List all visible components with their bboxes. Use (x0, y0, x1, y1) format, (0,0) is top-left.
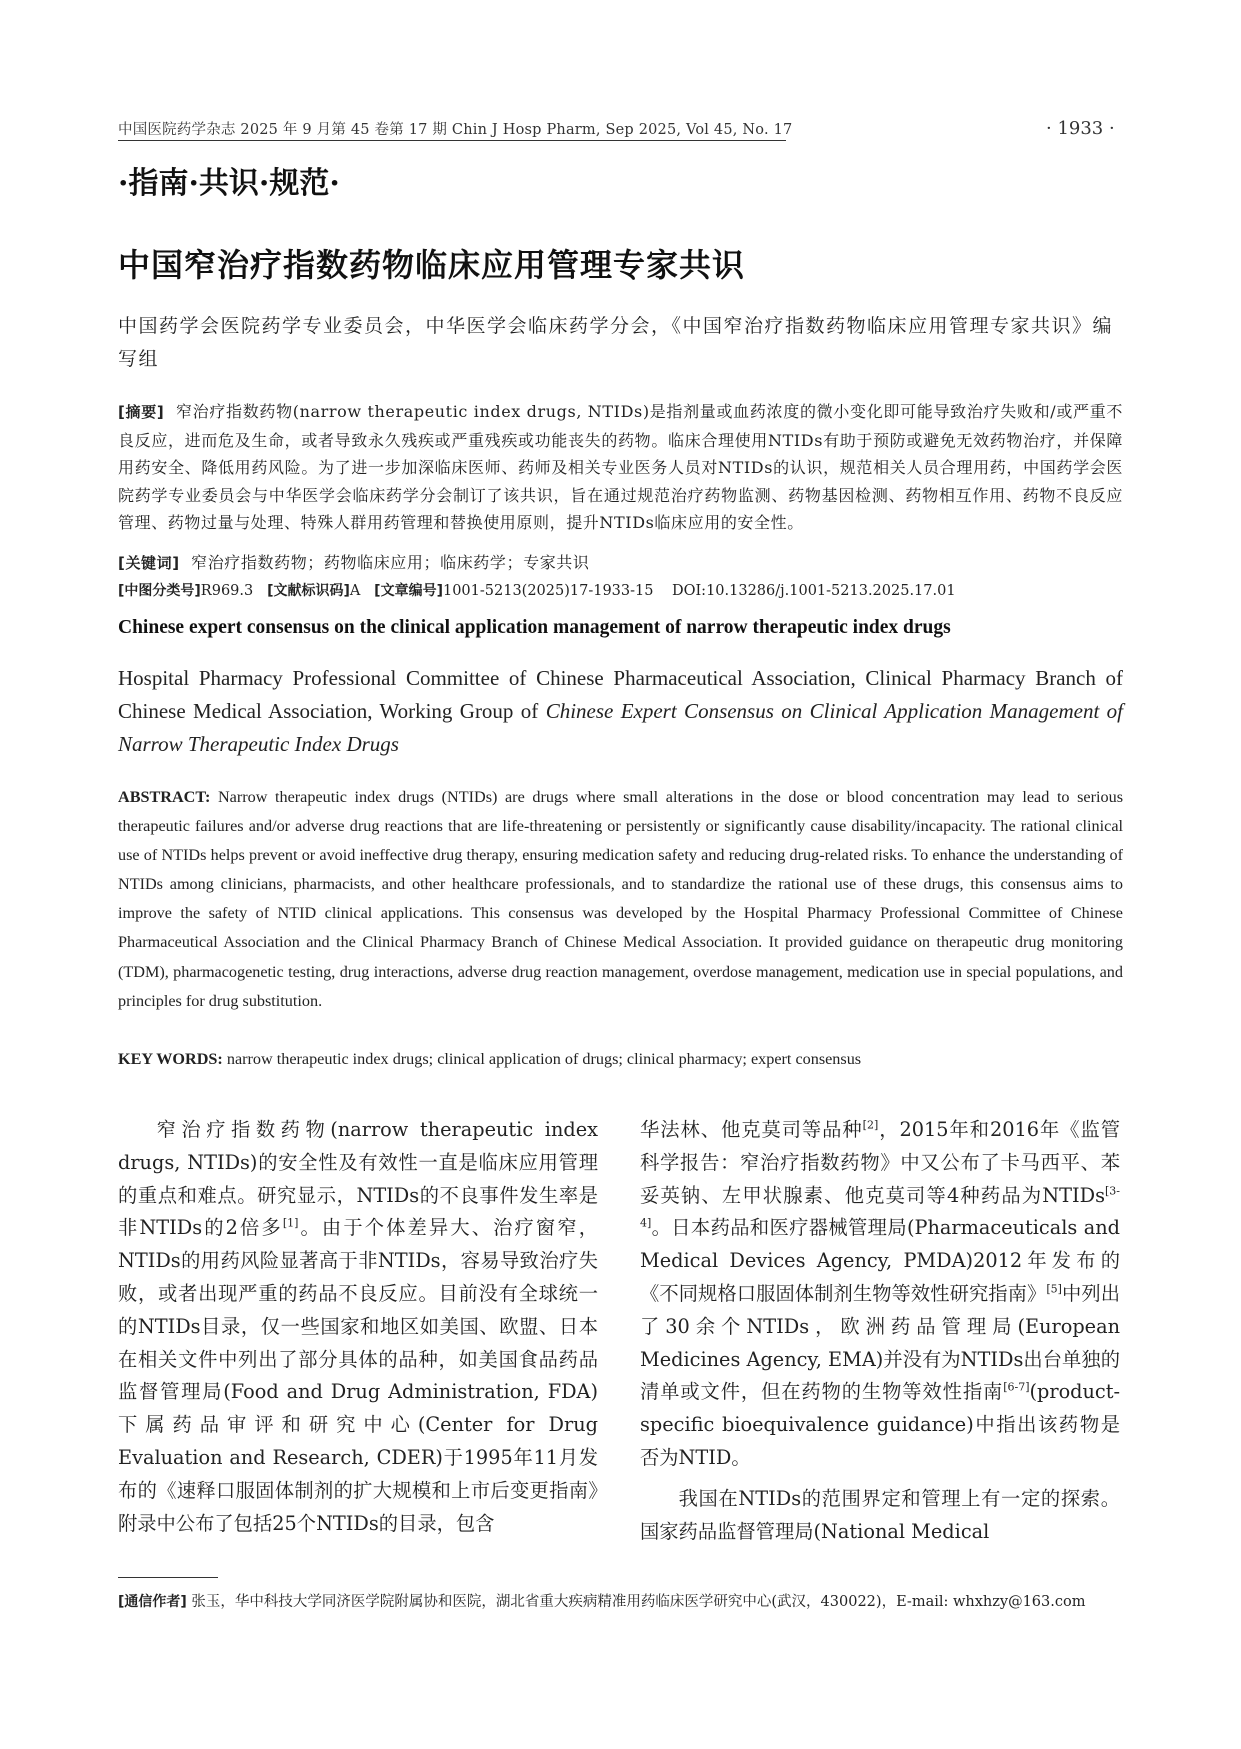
column-tag: ·指南·共识·规范· (118, 166, 340, 201)
doc-code-label: [文献标识码] (267, 583, 350, 599)
body-paragraph: 我国在NTIDs的范围界定和管理上有一定的探索。国家药品监督管理局(National Medical (640, 1486, 1120, 1543)
journal-header: 中国医院药学杂志 2025 年 9 月第 45 卷第 17 期 Chin J Hosp Pharm, Sep 2025, Vol 45, No. 17 (118, 122, 793, 138)
header-rule (118, 140, 786, 141)
page-number: · 1933 · (1046, 118, 1115, 139)
clc-label: [中图分类号] (118, 583, 201, 599)
citation-ref[interactable]: [6-7] (1003, 1380, 1030, 1394)
footnote-text: 张玉，华中科技大学同济医学院附属协和医院，湖北省重大疾病精准用药临床医学研究中心(武汉，430022)，E-mail: whxhzy@163.com (191, 1594, 1086, 1610)
authors-en (118, 662, 1123, 761)
citation-ref[interactable]: [2] (862, 1118, 879, 1132)
abstract-en-text: Narrow therapeutic index drugs (NTIDs) are drugs where small alterations in the dose or blood concentration may lead to serious therapeutic failures and/or adverse drug reactions that are life-threatening or persistently or significantly cause disability/incapacity. The rational clinical use of NTIDs helps prevent or avoid ineffective drug therapy, ensuring medication safety and reducing drug-related risks. To enhance the understanding of NTIDs among clinicians, pharmacists, and other healthcare professionals, and to standardize the rational use of these drugs, this consensus aims to improve the safety of NTID clinical applications. This consensus was developed by the Hospital Pharmacy Professional Committee of Chinese Pharmaceutical Association and the Clinical Pharmacy Branch of Chinese Medical Association. It provided guidance on therapeutic drug monitoring (TDM), pharmacogenetic testing, drug interactions, adverse drug reaction management, overdose management, medication use in special populations, and principles for drug substitution. (118, 788, 1123, 1010)
keywords-en-label: KEY WORDS: (118, 1050, 223, 1068)
keywords-en (118, 1050, 861, 1069)
article-number-label: [文章编号] (374, 583, 443, 599)
citation-ref[interactable]: [5] (1046, 1282, 1062, 1296)
abstract-cn (118, 398, 1123, 537)
clc-value: R969.3 (200, 583, 254, 599)
body-text: 。日本药品和医疗器械管理局(Pharmaceuticals and Medical Devices Agency, PMDA)2012年发布的《不同规格口服固体制剂生物等效性研究指南》 (640, 1216, 1120, 1305)
authors-cn: 中国药学会医院药学专业委员会，中华医学会临床药学分会，《中国窄治疗指数药物临床应用管理专家共识》编写组 (118, 315, 1114, 370)
abstract-en (118, 783, 1123, 1016)
authors-en-italic: Chinese Expert Consensus on Clinical Application Management of Narrow Therapeutic Index Drugs (118, 699, 1124, 756)
body-column-left (118, 1114, 598, 1540)
footnote-rule (118, 1577, 218, 1578)
article-number-value: 1001-5213(2025)17-1933-15 (442, 583, 654, 599)
body-text: 华法林、他克莫司等品种 (640, 1118, 863, 1141)
doi-link[interactable]: DOI:10.13286/j.1001-5213.2025.17.01 (671, 583, 956, 599)
authors-en-plain: Hospital Pharmacy Professional Committee of Chinese Pharmaceutical Association, Clinical Pharmacy Branch of Chinese Medical Association, Working Group of (118, 666, 1123, 723)
abstract-cn-text: 窄治疗指数药物(narrow therapeutic index drugs, NTIDs)是指剂量或血药浓度的微小变化即可能导致治疗失败和/或严重不良反应，进而危及生命，或者导致永久残疾或严重残疾或功能丧失的药物。临床合理使用NTIDs有助于预防或避免无效药物治疗，并保障用药安全、降低用药风险。为了进一步加深临床医师、药师及相关专业医务人员对NTIDs的认识，规范相关人员合理用药，中国药学会医院药学专业委员会与中华医学会临床药学分会制订了该共识，旨在通过规范治疗药物监测、药物基因检测、药物相互作用、药物不良反应管理、药物过量与处理、特殊人群用药管理和替换使用原则，提升NTIDs临床应用的安全性。 (118, 402, 1124, 533)
keywords-cn (118, 550, 1123, 573)
body-text: 。由于个体差异大、治疗窗窄，NTIDs的用药风险显著高于非NTIDs，容易导致治疗失败，或者出现严重的药品不良反应。目前没有全球统一的NTIDs目录，仅一些国家和地区如美国、欧盟、日本在相关文件中列出了部分具体的品种，如美国食品药品监督管理局(Food and Drug Administration, FDA)下属药品审评和研究中心(Center for Drug Evaluation and Research, CDER)于1995年11月发布的《速释口服固体制剂的扩大规模和上市后变更指南》附录中公布了包括25个NTIDs的目录，包含 (118, 1216, 599, 1535)
body-paragraph (640, 1114, 1120, 1475)
body-text: 窄治疗指数药物(narrow therapeutic index drugs, NTIDs)的安全性及有效性一直是临床应用管理的重点和难点。研究显示，NTIDs的不良事件发生率是非NTIDs的2倍多 (118, 1118, 598, 1240)
abstract-en-label: ABSTRACT: (118, 788, 211, 806)
body-paragraph (118, 1114, 598, 1540)
doc-code-value: A (349, 583, 361, 599)
body-text: 中列出了30余个NTIDs，欧洲药品管理局(European Medicines Agency, EMA)并没有为NTIDs出台单独的清单或文件，但在药物的生物等效性指南 (640, 1281, 1121, 1404)
keywords-en-text: narrow therapeutic index drugs; clinical application of drugs; clinical pharmacy; expert consensus (226, 1050, 862, 1068)
body-text: (product-specific bioequivalence guidance)中指出该药物是否为NTID。 (640, 1380, 1120, 1469)
footnote-corresponding-author (118, 1588, 1123, 1616)
keywords-cn-label: [关键词] (118, 554, 180, 572)
citation-ref[interactable]: [1] (282, 1216, 299, 1230)
body-text: ，2015年和2016年《监管科学报告：窄治疗指数药物》中又公布了卡马西平、苯妥英钠、左甲状腺素、他克莫司等4种药品为NTIDs (640, 1118, 1120, 1207)
classification-line (118, 580, 956, 600)
abstract-cn-label: [摘要] (118, 403, 165, 421)
citation-ref[interactable]: [3-4] (640, 1184, 1120, 1230)
body-column-right (640, 1114, 1120, 1548)
title-cn: 中国窄治疗指数药物临床应用管理专家共识 (118, 246, 746, 284)
footnote-label: [通信作者] (118, 1594, 187, 1610)
title-en: Chinese expert consensus on the clinical application management of narrow therapeutic index drugs (118, 617, 951, 638)
keywords-cn-text: 窄治疗指数药物；药物临床应用；临床药学；专家共识 (191, 553, 590, 572)
